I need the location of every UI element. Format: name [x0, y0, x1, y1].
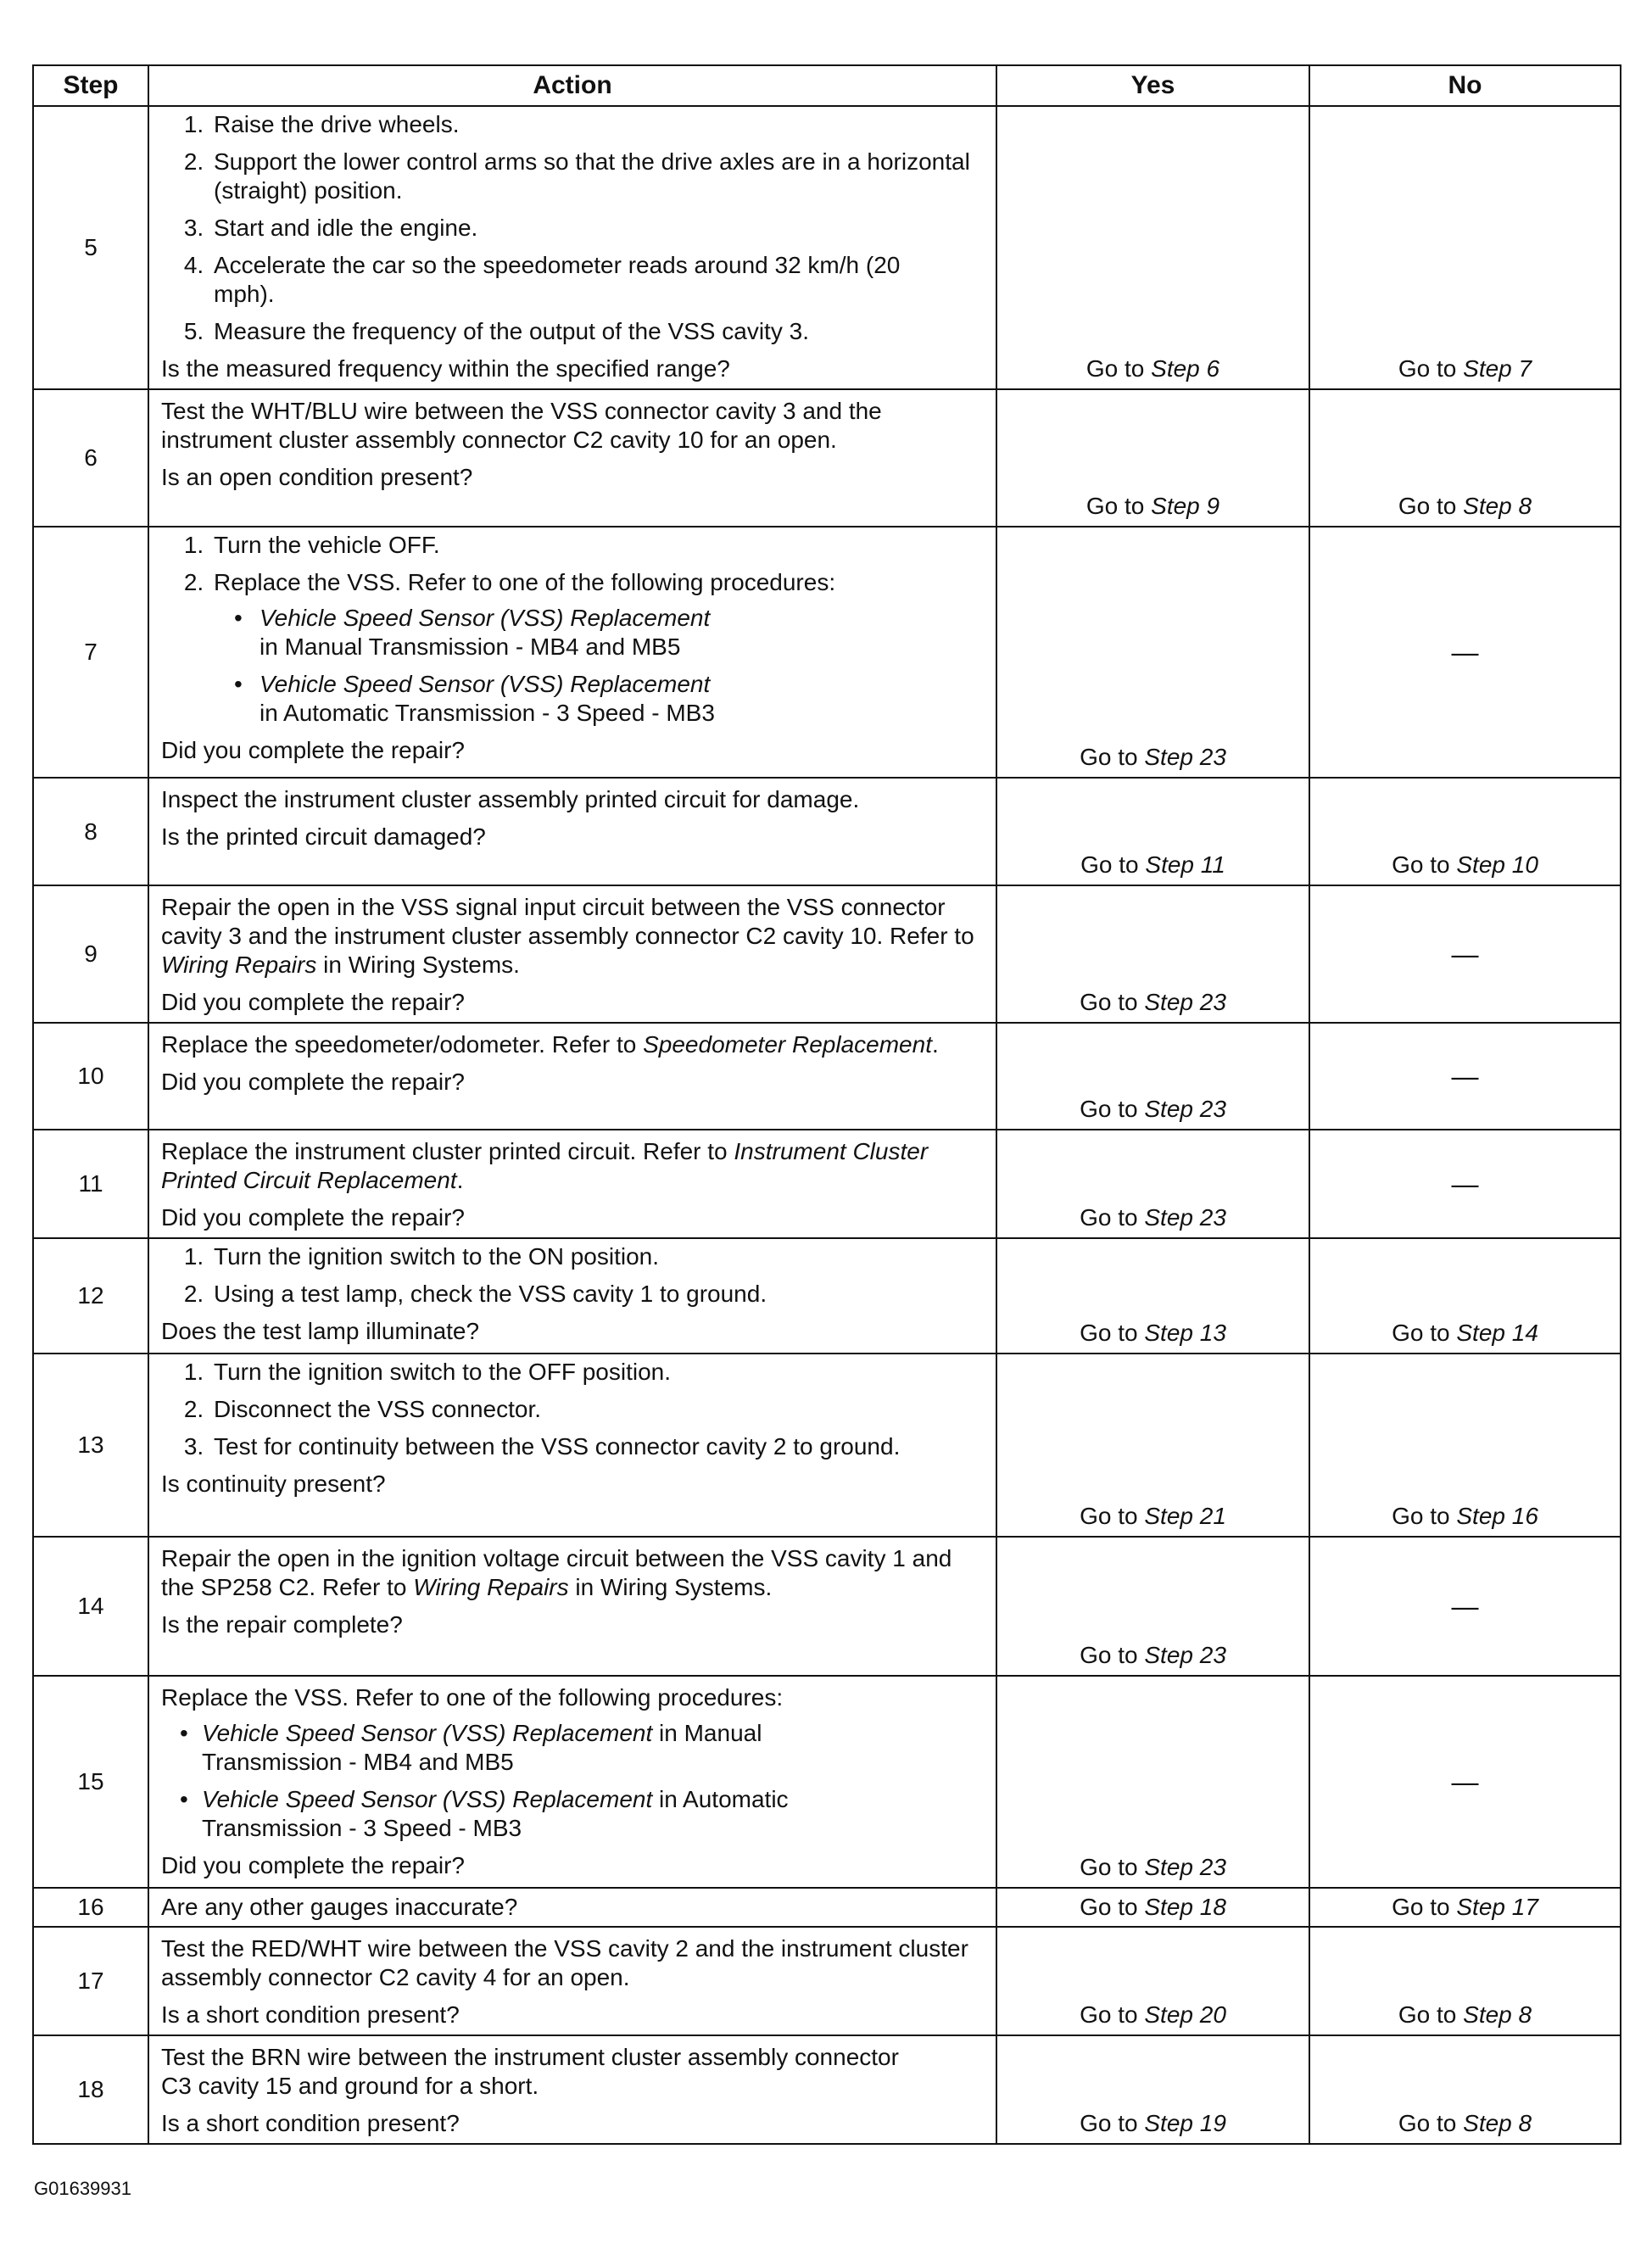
step-ref: Step 6 [1151, 355, 1220, 382]
step-ref: Step 16 [1456, 1503, 1538, 1529]
yes-result: Go to Step 23 [996, 1676, 1309, 1888]
question: Is an open condition present? [161, 464, 473, 490]
list-item: 1. Turn the ignition switch to the ON position. [210, 1242, 984, 1271]
step-number: 15 [33, 1676, 148, 1888]
table-row-step-7 [33, 527, 1621, 778]
step-ref: Step 23 [1144, 1642, 1226, 1668]
step-ref: Step 17 [1456, 1894, 1538, 1920]
reference-link[interactable]: Instrument Cluster Printed Circuit Replacement [161, 1138, 929, 1193]
step-ref: Step 19 [1144, 2110, 1226, 2136]
reference-link[interactable]: Wiring Repairs [413, 1574, 569, 1600]
step-number: 6 [33, 389, 148, 527]
action-cell [148, 1354, 996, 1537]
list-item: 2. Replace the VSS. Refer to one of the following procedures: • Vehicle Speed Sensor (VSS) Replacement in Manual Transmission - MB4 and MB5 • Vehicle Speed Sensor (VSS) Replacement in Automatic Transmission - 3 Speed - MB3 [210, 568, 984, 728]
yes-result: Go to Step 11 [996, 778, 1309, 885]
action-list [161, 531, 984, 728]
action-list [161, 1242, 984, 1309]
table-header-row [33, 65, 1621, 106]
figure-code: G01639931 [34, 2178, 131, 2199]
step-number: 8 [33, 778, 148, 885]
diagnostic-document [32, 64, 1620, 2145]
step-number: 5 [33, 106, 148, 389]
list-item: 2. Support the lower control arms so that the drive axles are in a horizontal (straight) position. [210, 148, 984, 205]
no-result: Go to Step 7 [1309, 106, 1621, 389]
no-result-dash: — [1309, 1537, 1621, 1676]
step-number: 13 [33, 1354, 148, 1537]
step-ref: Step 14 [1456, 1320, 1538, 1346]
table-row-step-14 [33, 1537, 1621, 1676]
action-text: Test the BRN wire between the instrument cluster assembly connector C3 cavity 15 and ground for a short. [161, 2044, 899, 2099]
yes-result: Go to Step 9 [996, 389, 1309, 527]
no-result-dash: — [1309, 1676, 1621, 1888]
step-number: 12 [33, 1238, 148, 1354]
yes-result: Go to Step 20 [996, 1927, 1309, 2035]
list-item: 1. Raise the drive wheels. [210, 110, 984, 139]
action-cell [148, 885, 996, 1023]
step-number: 9 [33, 885, 148, 1023]
no-result: Go to Step 8 [1309, 2035, 1621, 2144]
action-text: Test the WHT/BLU wire between the VSS connector cavity 3 and the instrument cluster assembly connector C2 cavity 10 for an open. [161, 398, 882, 453]
no-result-dash: — [1309, 1023, 1621, 1130]
question: Does the test lamp illuminate? [161, 1318, 480, 1344]
step-ref: Step 8 [1463, 2110, 1532, 2136]
diagnostic-table [32, 64, 1621, 2145]
step-ref: Step 8 [1463, 493, 1532, 519]
no-result-dash: — [1309, 527, 1621, 778]
action-text: Replace the speedometer/odometer. Refer to Speedometer Replacement. [161, 1031, 939, 1058]
header-action: Action [148, 65, 996, 106]
table-row-step-16 [33, 1888, 1621, 1927]
action-list [161, 1358, 984, 1461]
step-ref: Step 18 [1144, 1894, 1226, 1920]
table-row-step-11 [33, 1130, 1621, 1238]
yes-result: Go to Step 19 [996, 2035, 1309, 2144]
action-text: Test the RED/WHT wire between the VSS cavity 2 and the instrument cluster assembly connector C2 cavity 4 for an open. [161, 1935, 968, 1990]
procedure-list [161, 1719, 984, 1843]
no-result: Go to Step 17 [1309, 1888, 1621, 1927]
step-ref: Step 7 [1463, 355, 1532, 382]
table-row-step-17 [33, 1927, 1621, 2035]
action-text: Repair the open in the ignition voltage circuit between the VSS cavity 1 and the SP258 C2. Refer to Wiring Repairs in Wiring Systems. [161, 1545, 952, 1600]
step-ref: Step 20 [1144, 2001, 1226, 2028]
step-ref: Step 23 [1144, 1854, 1226, 1880]
yes-result: Go to Step 18 [996, 1888, 1309, 1927]
step-number: 16 [33, 1888, 148, 1927]
action-cell [148, 1676, 996, 1888]
step-ref: Step 11 [1145, 851, 1225, 878]
table-row-step-15 [33, 1676, 1621, 1888]
step-number: 10 [33, 1023, 148, 1130]
action-cell [148, 1927, 996, 2035]
no-result: Go to Step 10 [1309, 778, 1621, 885]
yes-result: Go to Step 23 [996, 885, 1309, 1023]
step-ref: Step 8 [1463, 2001, 1532, 2028]
no-result: Go to Step 14 [1309, 1238, 1621, 1354]
list-item: 1. Turn the ignition switch to the OFF position. [210, 1358, 984, 1387]
action-cell [148, 1238, 996, 1354]
table-row-step-6 [33, 389, 1621, 527]
list-item: 2. Using a test lamp, check the VSS cavity 1 to ground. [210, 1280, 984, 1309]
question: Did you complete the repair? [161, 1204, 465, 1231]
step-ref: Step 23 [1144, 1096, 1226, 1122]
yes-result: Go to Step 6 [996, 106, 1309, 389]
step-number: 7 [33, 527, 148, 778]
action-cell [148, 778, 996, 885]
list-item: 1. Turn the vehicle OFF. [210, 531, 984, 560]
step-ref: Step 13 [1144, 1320, 1226, 1346]
step-number: 11 [33, 1130, 148, 1238]
action-text: Replace the VSS. Refer to one of the following procedures: [161, 1684, 784, 1711]
procedure-link[interactable]: Vehicle Speed Sensor (VSS) Replacement [260, 605, 711, 631]
list-item: 5. Measure the frequency of the output of the VSS cavity 3. [210, 317, 984, 346]
list-item: 4. Accelerate the car so the speedometer reads around 32 km/h (20 mph). [210, 251, 984, 309]
action-cell [148, 106, 996, 389]
step-ref: Step 23 [1144, 1204, 1226, 1231]
no-result: Go to Step 8 [1309, 1927, 1621, 2035]
no-result: Go to Step 16 [1309, 1354, 1621, 1537]
action-cell [148, 1537, 996, 1676]
question: Is the repair complete? [161, 1611, 403, 1638]
question: Did you complete the repair? [161, 1852, 465, 1878]
procedure-link[interactable]: Vehicle Speed Sensor (VSS) Replacement [260, 671, 711, 697]
question: Did you complete the repair? [161, 737, 465, 763]
action-text: Inspect the instrument cluster assembly printed circuit for damage. [161, 786, 860, 812]
step-ref: Step 23 [1144, 744, 1226, 770]
procedure-item: • Vehicle Speed Sensor (VSS) Replacement in Manual Transmission - MB4 and MB5 [256, 604, 984, 661]
yes-result: Go to Step 23 [996, 527, 1309, 778]
question: Did you complete the repair? [161, 1069, 465, 1095]
step-ref: Step 9 [1151, 493, 1220, 519]
question: Did you complete the repair? [161, 989, 465, 1015]
yes-result: Go to Step 21 [996, 1354, 1309, 1537]
list-item: 2. Disconnect the VSS connector. [210, 1395, 984, 1424]
table-row-step-13 [33, 1354, 1621, 1537]
question: Is the printed circuit damaged? [161, 823, 486, 850]
procedure-link[interactable]: Vehicle Speed Sensor (VSS) Replacement [202, 1786, 653, 1812]
action-text: Repair the open in the VSS signal input circuit between the VSS connector cavity 3 and the instrument cluster assembly connector C2 cavity 10. Refer to Wiring Repairs in Wiring Systems. [161, 894, 974, 978]
no-result-dash: — [1309, 885, 1621, 1023]
step-ref: Step 23 [1144, 989, 1226, 1015]
question: Is a short condition present? [161, 2001, 460, 2028]
step-ref: Step 10 [1456, 851, 1538, 878]
no-result-dash: — [1309, 1130, 1621, 1238]
table-row-step-18 [33, 2035, 1621, 2144]
step-number: 17 [33, 1927, 148, 2035]
header-no: No [1309, 65, 1621, 106]
yes-result: Go to Step 23 [996, 1023, 1309, 1130]
no-result: Go to Step 8 [1309, 389, 1621, 527]
action-cell [148, 527, 996, 778]
action-cell [148, 1130, 996, 1238]
reference-link[interactable]: Speedometer Replacement [643, 1031, 932, 1058]
question: Are any other gauges inaccurate? [161, 1894, 518, 1920]
action-list [161, 110, 984, 346]
procedure-item: • Vehicle Speed Sensor (VSS) Replacement in Manual Transmission - MB4 and MB5 [202, 1719, 984, 1777]
table-row-step-12 [33, 1238, 1621, 1354]
yes-result: Go to Step 23 [996, 1130, 1309, 1238]
action-cell [148, 1023, 996, 1130]
question: Is continuity present? [161, 1471, 386, 1497]
question: Is the measured frequency within the specified range? [161, 355, 730, 382]
table-row-step-9 [33, 885, 1621, 1023]
procedure-list [214, 604, 984, 728]
procedure-item: • Vehicle Speed Sensor (VSS) Replacement in Automatic Transmission - 3 Speed - MB3 [256, 670, 984, 728]
list-item: 3. Test for continuity between the VSS connector cavity 2 to ground. [210, 1432, 984, 1461]
step-number: 18 [33, 2035, 148, 2144]
action-cell [148, 2035, 996, 2144]
table-row-step-8 [33, 778, 1621, 885]
action-text: Replace the instrument cluster printed circuit. Refer to Instrument Cluster Printed Circuit Replacement. [161, 1138, 929, 1193]
table-row-step-5 [33, 106, 1621, 389]
question: Is a short condition present? [161, 2110, 460, 2136]
procedure-item: • Vehicle Speed Sensor (VSS) Replacement in Automatic Transmission - 3 Speed - MB3 [202, 1785, 984, 1843]
action-cell [148, 389, 996, 527]
yes-result: Go to Step 23 [996, 1537, 1309, 1676]
reference-link[interactable]: Wiring Repairs [161, 952, 317, 978]
table-row-step-10 [33, 1023, 1621, 1130]
action-cell [148, 1888, 996, 1927]
step-ref: Step 21 [1144, 1503, 1226, 1529]
procedure-link[interactable]: Vehicle Speed Sensor (VSS) Replacement [202, 1720, 653, 1746]
header-step: Step [33, 65, 148, 106]
step-number: 14 [33, 1537, 148, 1676]
list-item: 3. Start and idle the engine. [210, 214, 984, 243]
yes-result: Go to Step 13 [996, 1238, 1309, 1354]
header-yes: Yes [996, 65, 1309, 106]
